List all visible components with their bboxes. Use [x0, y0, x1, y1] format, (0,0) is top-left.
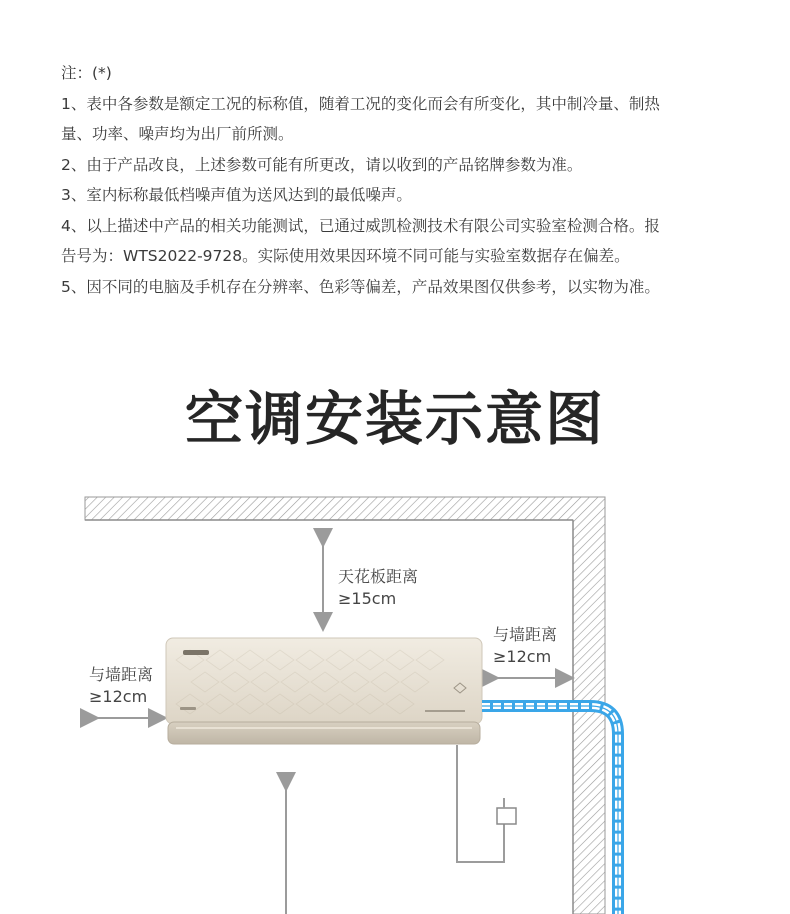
left-wall-distance-label: 与墙距离 [89, 665, 154, 684]
power-cord [457, 745, 516, 862]
right-wall-distance-value: ≥12cm [493, 647, 552, 666]
ceiling-distance-value: ≥15cm [338, 589, 397, 608]
power-socket-icon [497, 808, 516, 824]
ceiling-distance-label: 天花板距离 [338, 567, 419, 586]
right-wall-distance-label: 与墙距离 [493, 625, 558, 644]
note-line: 量、功率、噪声均为出厂前所测。 [61, 125, 294, 143]
left-wall-distance-value: ≥12cm [89, 687, 148, 706]
ac-indoor-unit [166, 638, 482, 744]
note-line: 5、因不同的电脑及手机存在分辨率、色彩等偏差，产品效果图仅供参考，以实物为准。 [61, 277, 660, 296]
page-title: 空调安装示意图 [184, 385, 605, 453]
brand-logo-icon [183, 650, 209, 655]
note-line: 3、室内标称最低档噪声值为送风达到的最低噪声。 [61, 186, 412, 204]
note-line: 1、表中各参数是额定工况的标称值，随着工况的变化而会有所变化，其中制冷量、制热 [61, 94, 660, 113]
notes-heading: 注：(*) [61, 64, 112, 82]
note-line: 告号为：WTS2022-9728。实际使用效果因环境不同可能与实验室数据存在偏差。 [61, 247, 630, 265]
note-line: 2、由于产品改良，上述参数可能有所更改，请以收到的产品铭牌参数为准。 [61, 155, 583, 174]
note-line: 4、以上描述中产品的相关功能测试，已通过威凯检测技术有限公司实验室检测合格。报 [61, 216, 660, 235]
